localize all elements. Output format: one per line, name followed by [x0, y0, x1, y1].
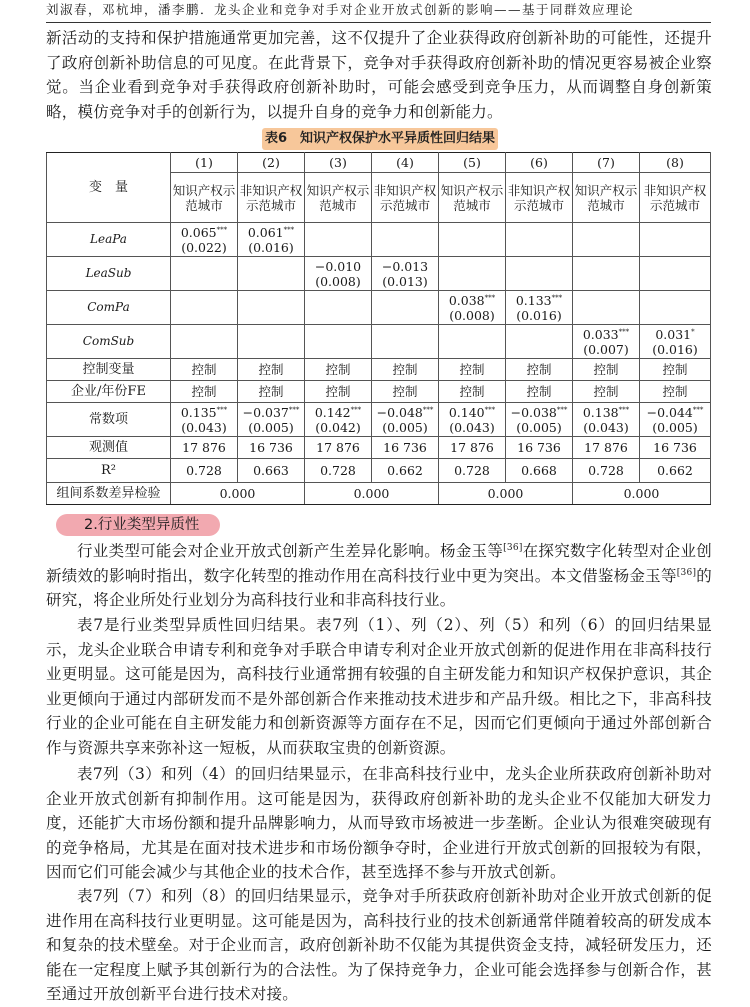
value-cell: 0.728: [573, 459, 640, 483]
empty-cell: [640, 257, 711, 291]
control-cell: 控制: [439, 381, 506, 403]
col-label: 非知识产权示范城市: [640, 173, 711, 223]
column-number-row: [47, 153, 711, 173]
table-row-fixed-effects: [47, 381, 711, 403]
empty-cell: [439, 223, 506, 257]
row-label: ComSub: [47, 325, 171, 359]
coef-cell: −0.038*** (0.005): [506, 403, 573, 437]
col-number: (1): [171, 153, 238, 173]
paragraph-2: 表7是行业类型异质性回归结果。表7列（1）、列（2）、列（5）和列（6）的回归结果显示，龙头企业联合申请专利和竞争对手联合申请专利对企业开放式创新的促进作用在非高科技行业更明显。这可能是因为，高科技行业通常拥有较强的自主研发能力和知识产权保护意识，其企业更倾向于通过内部研发而不是外部创新合作来推动技术进步和产品升级。相比之下，非高科技行业的企业可能在自主研发能力和创新资源等方面存在不足，因而它们更倾向于通过外部创新合作与资源共享来弥补这一短板，从而获取宝贵的创新资源。: [46, 616, 712, 757]
control-cell: 控制: [573, 359, 640, 381]
table-caption: 表6 知识产权保护水平异质性回归结果: [262, 128, 498, 150]
control-cell: 控制: [439, 359, 506, 381]
empty-cell: [238, 291, 305, 325]
value-cell: 0.728: [439, 459, 506, 483]
value-cell: 16 736: [640, 437, 711, 459]
empty-cell: [171, 291, 238, 325]
coef-cell: 0.038*** (0.008): [439, 291, 506, 325]
control-cell: 控制: [305, 381, 372, 403]
empty-cell: [305, 325, 372, 359]
value-cell: 17 876: [573, 437, 640, 459]
empty-cell: [506, 223, 573, 257]
col-label: 知识产权示范城市: [305, 173, 372, 223]
empty-cell: [506, 257, 573, 291]
paragraph-1: 行业类型可能会对企业开放式创新产生差异化影响。杨金玉等[36]在探究数字化转型对企业创新绩效的影响时指出，数字化转型的推动作用在高科技行业中更为突出。本文借鉴杨金玉等[36]的研究，将企业所处行业划分为高科技行业和非高科技行业。: [46, 542, 712, 610]
col-number: (8): [640, 153, 711, 173]
col-label: 知识产权示范城市: [573, 173, 640, 223]
value-cell: 16 736: [506, 437, 573, 459]
empty-cell: [171, 325, 238, 359]
value-cell: 16 736: [238, 437, 305, 459]
control-cell: 控制: [506, 359, 573, 381]
col-number: (6): [506, 153, 573, 173]
value-cell: 0.000: [573, 483, 711, 505]
table-row-constant: [47, 403, 711, 437]
table-row-comsub: [47, 325, 711, 359]
coef-cell: 0.138*** (0.043): [573, 403, 640, 437]
empty-cell: [305, 223, 372, 257]
row-label: ComPa: [47, 291, 171, 325]
control-cell: 控制: [171, 359, 238, 381]
control-cell: 控制: [640, 359, 711, 381]
col-number: (3): [305, 153, 372, 173]
coef-cell: 0.140*** (0.043): [439, 403, 506, 437]
value-cell: 0.000: [171, 483, 305, 505]
intro-paragraph: 新活动的支持和保护措施通常更加完善，这不仅提升了企业获得政府创新补助的可能性，还提升了政府创新补助信息的可见度。在此背景下，竞争对手获得政府创新补助的情况更容易被企业察觉。当企业看到竞争对手获得政府创新补助时，可能会感受到竞争压力，从而调整自身创新策略，模仿竞争对手的创新行为，以提升自身的竞争力和创新能力。: [46, 29, 712, 121]
coef-cell: 0.061*** (0.016): [238, 223, 305, 257]
value-cell: 0.000: [305, 483, 439, 505]
row-label: 观测值: [47, 437, 171, 459]
empty-cell: [573, 291, 640, 325]
row-label: 控制变量: [47, 359, 171, 381]
empty-cell: [238, 325, 305, 359]
empty-cell: [372, 325, 439, 359]
control-cell: 控制: [305, 359, 372, 381]
col-label: 非知识产权示范城市: [372, 173, 439, 223]
col-number: (2): [238, 153, 305, 173]
value-cell: 0.663: [238, 459, 305, 483]
value-cell: 0.662: [640, 459, 711, 483]
row-label: 企业/年份FE: [47, 381, 171, 403]
value-cell: 0.668: [506, 459, 573, 483]
col-label: 知识产权示范城市: [171, 173, 238, 223]
control-cell: 控制: [238, 381, 305, 403]
value-cell: 0.662: [372, 459, 439, 483]
value-cell: 17 876: [439, 437, 506, 459]
value-cell: 17 876: [171, 437, 238, 459]
empty-cell: [573, 223, 640, 257]
value-cell: 17 876: [305, 437, 372, 459]
col-label: 非知识产权示范城市: [506, 173, 573, 223]
control-cell: 控制: [171, 381, 238, 403]
control-cell: 控制: [640, 381, 711, 403]
empty-cell: [372, 291, 439, 325]
empty-cell: [305, 291, 372, 325]
control-cell: 控制: [506, 381, 573, 403]
empty-cell: [372, 223, 439, 257]
control-cell: 控制: [372, 359, 439, 381]
control-cell: 控制: [573, 381, 640, 403]
coef-cell: −0.048*** (0.005): [372, 403, 439, 437]
value-cell: 0.000: [439, 483, 573, 505]
variable-header: 变 量: [47, 153, 171, 223]
control-cell: 控制: [372, 381, 439, 403]
col-number: (7): [573, 153, 640, 173]
table-row-difference-test: [47, 483, 711, 505]
coef-cell: 0.031* (0.016): [640, 325, 711, 359]
control-cell: 控制: [238, 359, 305, 381]
empty-cell: [640, 291, 711, 325]
coef-cell: −0.013 (0.013): [372, 257, 439, 291]
empty-cell: [439, 325, 506, 359]
coef-cell: 0.065*** (0.022): [171, 223, 238, 257]
empty-cell: [640, 223, 711, 257]
empty-cell: [439, 257, 506, 291]
col-number: (5): [439, 153, 506, 173]
coef-cell: 0.133*** (0.016): [506, 291, 573, 325]
coef-cell: −0.037*** (0.005): [238, 403, 305, 437]
paragraph-3: 表7列（3）和列（4）的回归结果显示，在非高科技行业中，龙头企业所获政府创新补助对企业开放式创新有抑制作用。这可能是因为，获得政府创新补助的龙头企业不仅能加大研发力度，还能扩大市场份额和提升品牌影响力，从而导致市场被进一步垄断。企业认为很难突破现有的竞争格局，尤其是在面对技术进步和市场份额争夺时，企业进行开放式创新的回报较为有限，因而它们可能会减少与其他企业的技术合作，甚至选择不参与开放式创新。: [46, 765, 712, 882]
value-cell: 0.728: [171, 459, 238, 483]
empty-cell: [238, 257, 305, 291]
col-label: 知识产权示范城市: [439, 173, 506, 223]
value-cell: 16 736: [372, 437, 439, 459]
section-heading: 2.行业类型异质性: [56, 514, 220, 536]
col-label: 非知识产权示范城市: [238, 173, 305, 223]
table-row-compa: [47, 291, 711, 325]
value-cell: 0.728: [305, 459, 372, 483]
coef-cell: −0.044*** (0.005): [640, 403, 711, 437]
empty-cell: [573, 257, 640, 291]
table-row-observations: [47, 437, 711, 459]
running-head: 刘淑春，邓杭坤，潘李鹏．龙头企业和竞争对手对企业开放式创新的影响——基于同群效应理论: [46, 0, 711, 23]
coef-cell: 0.142*** (0.042): [305, 403, 372, 437]
col-number: (4): [372, 153, 439, 173]
table-row-leasub: [47, 257, 711, 291]
coef-cell: 0.033*** (0.007): [573, 325, 640, 359]
table-row-r-squared: [47, 459, 711, 483]
table-row-controls: [47, 359, 711, 381]
empty-cell: [171, 257, 238, 291]
table-row-leapa: [47, 223, 711, 257]
coef-cell: −0.010 (0.008): [305, 257, 372, 291]
regression-table: [46, 152, 711, 505]
row-label: LeaSub: [47, 257, 171, 291]
empty-cell: [506, 325, 573, 359]
row-label: 常数项: [47, 403, 171, 437]
row-label: LeaPa: [47, 223, 171, 257]
row-label: 组间系数差异检验: [47, 483, 171, 505]
coef-cell: 0.135*** (0.043): [171, 403, 238, 437]
row-label: R²: [47, 459, 171, 483]
paragraph-4: 表7列（7）和列（8）的回归结果显示，竞争对手所获政府创新补助对企业开放式创新的促进作用在高科技行业更明显。这可能是因为，高科技行业的技术创新通常伴随着较高的研发成本和复杂的技术壁垒。对于企业而言，政府创新补助不仅能为其提供资金支持，减轻研发压力，还能在一定程度上赋予其创新行为的合法性。为了保持竞争力，企业可能会选择参与创新合作，甚至通过开放创新平台进行技术对接。: [46, 887, 712, 1004]
